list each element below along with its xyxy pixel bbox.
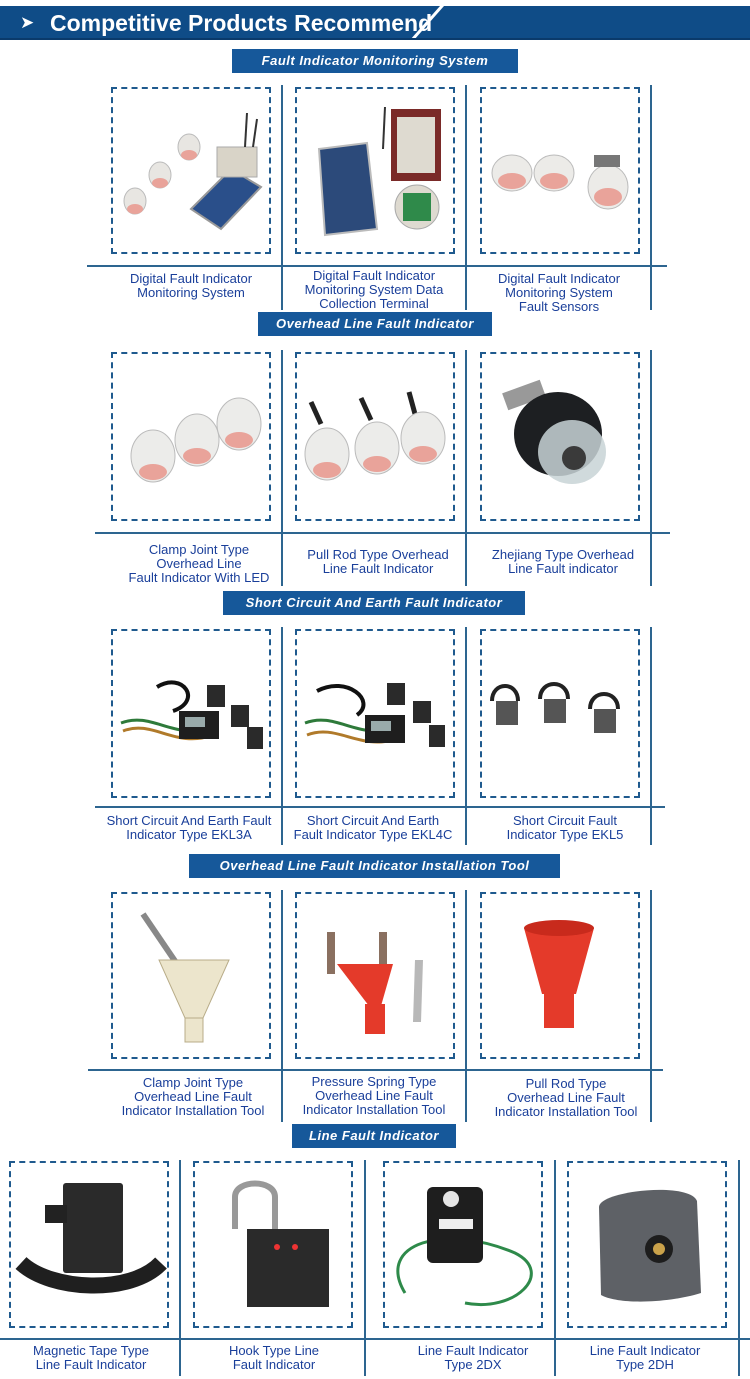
indicator-image [599,1190,701,1302]
product-caption: Pull Rod Type Overhead Line Fault Indicator Installation Tool [494,1076,638,1119]
product-caption: Short Circuit Fault Indicator Type EKL5 [506,813,624,842]
product-image [383,1161,543,1328]
indicator-image [235,1184,329,1308]
product-image [480,87,640,254]
grid-divider [650,627,652,845]
product-image [111,352,271,521]
section-title: Overhead Line Fault Indicator [258,312,492,336]
tool-image [524,920,594,1028]
indicator-sensor-image [124,113,261,229]
product-image [295,352,455,521]
product-image [111,629,271,798]
grid-divider [88,1069,663,1071]
fault-kit-image [121,682,263,749]
product-image [9,1161,169,1328]
product-image [480,629,640,798]
product-caption: Line Fault Indicator Type 2DH [589,1343,701,1372]
product-caption: Clamp Joint Type Overhead Line Fault Indicator With LED [128,542,270,585]
section-title: Line Fault Indicator [292,1124,456,1148]
grid-divider [87,265,667,267]
terminal-image [319,107,441,235]
product-caption: Pull Rod Type Overhead Line Fault Indicator [307,547,449,576]
product-caption: Short Circuit And Earth Fault Indicator Type EKL4C [293,813,453,842]
product-image [295,87,455,254]
arrow-icon: ➤ [20,13,35,32]
product-image [480,352,640,521]
product-caption: Short Circuit And Earth Fault Indicator Type EKL3A [106,813,272,842]
product-caption: Digital Fault Indicator Monitoring System Data Collection Terminal [304,268,444,311]
indicator-image [131,398,261,482]
page-header [0,6,750,40]
indicator-image [398,1187,531,1305]
product-caption: Zhejiang Type Overhead Line Fault indicator [491,547,635,576]
product-image [567,1161,727,1328]
product-image [295,892,455,1059]
tool-image [327,932,423,1034]
product-image [111,892,271,1059]
product-caption: Hook Type Line Fault Indicator [228,1343,320,1372]
grid-divider [0,1338,750,1340]
grid-divider [95,806,665,808]
indicator-image [21,1183,161,1286]
product-caption: Magnetic Tape Type Line Fault Indicator [33,1343,149,1372]
product-image [480,892,640,1059]
product-caption: Pressure Spring Type Overhead Line Fault Indicator Installation Tool [302,1074,446,1117]
tool-image [143,914,229,1042]
sensor-image [492,684,618,733]
page-title: Competitive Products Recommend [50,10,433,36]
product-image [295,629,455,798]
product-caption: Clamp Joint Type Overhead Line Fault Indicator Installation Tool [121,1075,265,1118]
indicator-image [305,392,445,480]
section-title: Fault Indicator Monitoring System [232,49,518,73]
product-image [111,87,271,254]
sensor-image [492,155,628,209]
fault-kit-image [305,683,445,747]
product-caption: Digital Fault Indicator Monitoring System [129,271,253,300]
grid-divider [465,627,467,845]
product-caption: Digital Fault Indicator Monitoring System Fault Sensors [497,271,621,314]
product-caption: Line Fault Indicator Type 2DX [417,1343,529,1372]
dome-indicator-image [502,380,606,484]
grid-divider [95,532,670,534]
grid-divider [281,627,283,845]
section-title: Short Circuit And Earth Fault Indicator [223,591,525,615]
section-title: Overhead Line Fault Indicator Installation Tool [189,854,560,878]
product-image [193,1161,353,1328]
